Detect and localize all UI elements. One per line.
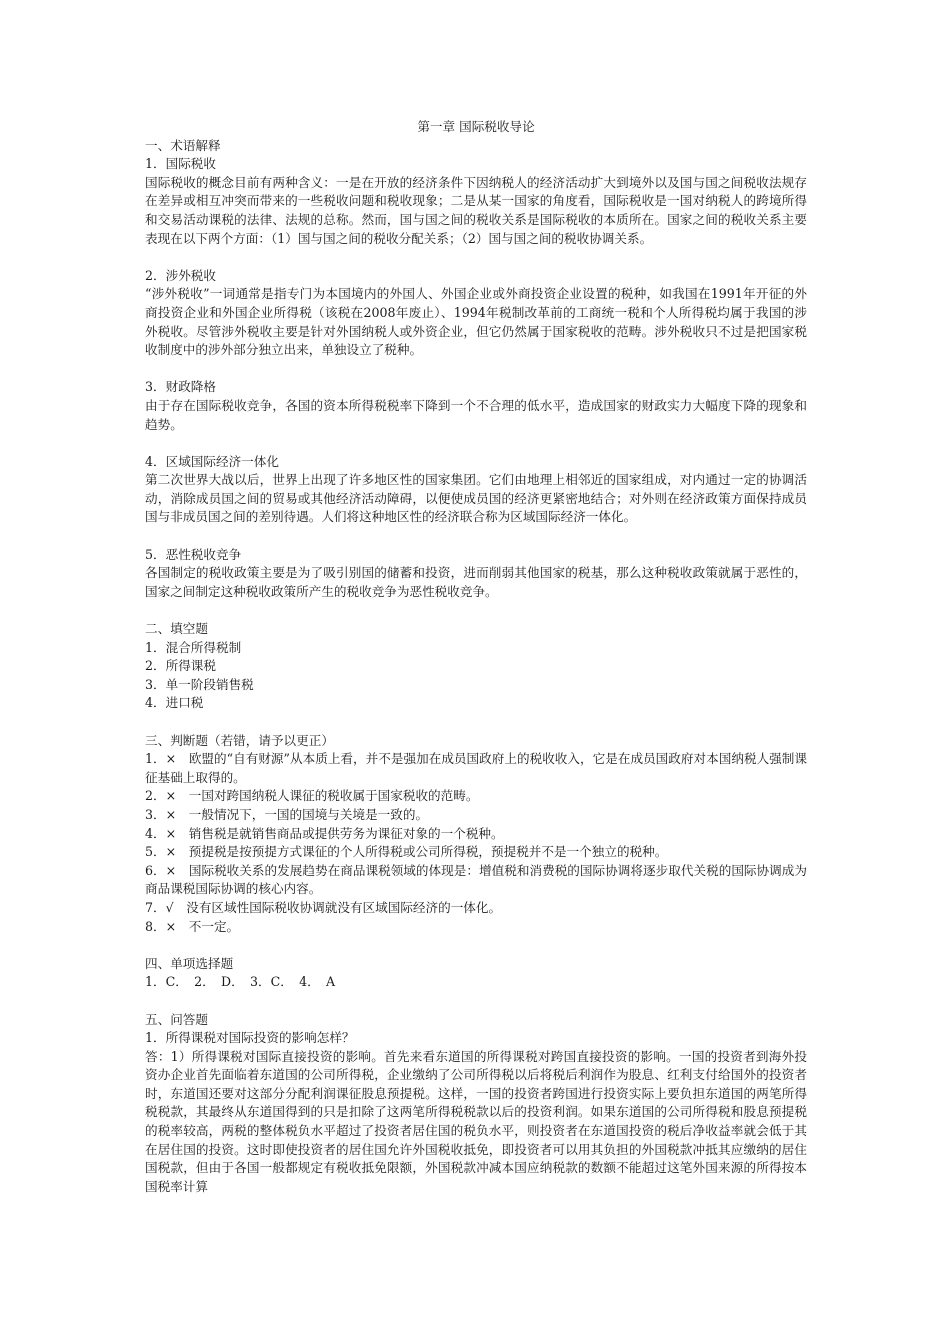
fill-answer-2: 2．所得课税	[145, 658, 216, 674]
section-3-heading: 三、判断题（若错，请予以更正）	[145, 732, 334, 748]
spacer	[145, 992, 807, 1011]
judge-answer-2: 2．× 一国对跨国纳税人课征的税收属于国家税收的范畴。	[145, 788, 479, 804]
term-2-text: “涉外税收”一词通常是指专门为本国境内的外国人、外国企业或外商投资企业设置的税种，如我国在1991年开征的外商投资企业和外国企业所得税（该税在2008年废止）、1994年税制改革前的工商统一税和个人所得税均属于我国的涉外税收。尽管涉外税收主要是针对外国纳税人或外资企业，但它仍然属于国家税收的范畴。涉外税收只不过是把国家税收制度中的涉外部分独立出来，单独设立了税种。	[145, 286, 807, 358]
judge-answer-1: 1．× 欧盟的“自有财源”从本质上看，并不是强加在成员国政府上的税收收入，它是在成员国政府对本国纳税人强制课征基础上取得的。	[145, 751, 807, 785]
fill-answer-1: 1．混合所得税制	[145, 639, 242, 655]
term-5-heading: 5．恶性税收竞争	[145, 546, 242, 562]
spacer	[145, 601, 807, 620]
spacer	[145, 527, 807, 546]
choice-answers: 1．C． 2． D． 3．C． 4． A	[145, 974, 336, 990]
spacer	[145, 713, 807, 732]
section-5-heading: 五、问答题	[145, 1011, 208, 1027]
section-4-heading: 四、单项选择题	[145, 955, 234, 971]
spacer	[145, 360, 807, 379]
judge-answer-8: 8．× 不一定。	[145, 918, 240, 934]
judge-answer-7: 7．√ 没有区域性国际税收协调就没有区域国际经济的一体化。	[145, 899, 502, 915]
term-3-text: 由于存在国际税收竞争，各国的资本所得税税率下降到一个不合理的低水平，造成国家的财政实力大幅度下降的现象和趋势。	[145, 397, 807, 432]
judge-answer-5: 5．× 预提税是按预提方式课征的个人所得税或公司所得税，预提税并不是一个独立的税种。	[145, 844, 668, 860]
term-4-text: 第二次世界大战以后，世界上出现了许多地区性的国家集团。它们由地理上相邻近的国家组成，对内通过一定的协调活动，消除成员国之间的贸易或其他经济活动障碍，以便使成员国的经济更紧密地结合；对外则在经济政策方面保持成员国与非成员国之间的差别待遇。人们将这种地区性的经济联合称为区域国际经济一体化。	[145, 472, 807, 525]
section-1-heading: 一、术语解释	[145, 137, 221, 153]
spacer	[145, 248, 807, 267]
spacer	[145, 434, 807, 453]
term-1-text: 国际税收的概念目前有两种含义：一是在开放的经济条件下因纳税人的经济活动扩大到境外以及国与国之间税收法规存在差异或相互冲突而带来的一些税收问题和税收现象；二是从某一国家的角度看，国际税收是一国对纳税人的跨境所得和交易活动课税的法律、法规的总称。然而，国与国之间的税收关系是国际税收的本质所在。国家之间的税收关系主要表现在以下两个方面：（1）国与国之间的税收分配关系；（2）国与国之间的税收协调关系。	[145, 174, 807, 246]
term-4-heading: 4．区域国际经济一体化	[145, 453, 279, 469]
judge-answer-4: 4．× 销售税是就销售商品或提供劳务为课征对象的一个税种。	[145, 825, 504, 841]
document-page	[145, 118, 807, 1196]
judge-answer-6: 6．× 国际税收关系的发展趋势在商品课税领域的体现是：增值税和消费税的国际协调将逐步取代关税的国际协调成为商品课税国际协调的核心内容。	[145, 862, 807, 897]
term-3-heading: 3．财政降格	[145, 379, 216, 395]
term-2-heading: 2．涉外税收	[145, 267, 216, 283]
spacer	[145, 936, 807, 955]
section-2-heading: 二、填空题	[145, 621, 208, 637]
term-1-heading: 1．国际税收	[145, 156, 216, 172]
chapter-title: 第一章 国际税收导论	[417, 119, 535, 134]
question-1: 1．所得课税对国际投资的影响怎样？	[145, 1030, 355, 1046]
term-5-text: 各国制定的税收政策主要是为了吸引别国的储蓄和投资，进而削弱其他国家的税基，那么这种税收政策就属于恶性的，国家之间制定这种税收政策所产生的税收竞争为恶性税收竞争。	[145, 565, 807, 599]
fill-answer-4: 4．进口税	[145, 695, 204, 711]
judge-answer-3: 3．× 一般情况下，一国的国境与关境是一致的。	[145, 806, 429, 822]
fill-answer-3: 3．单一阶段销售税	[145, 676, 254, 692]
answer-1-text: 答：1）所得课税对国际直接投资的影响。首先来看东道国的所得课税对跨国直接投资的影响。一国的投资者到海外投资办企业首先面临着东道国的公司所得税，企业缴纳了公司所得税以后将税后利润作为股息、红利支付给国外的投资者时，东道国还要对这部分分配利润课征股息预提税。这样，一国的投资者跨国进行投资实际上要负担东道国的两笔所得税税款，其最终从东道国得到的只是扣除了这两笔所得税税款以后的投资利润。如果东道国的公司所得税和股息预提税的税率较高，两税的整体税负水平超过了投资者居住国的税负水平，则投资者在东道国投资的税后净收益率就会低于其在居住国的投资。这时即使投资者的居住国允许外国税收抵免，即投资者可以用其负担的外国税款冲抵其应缴纳的居住国税款，但由于各国一般都规定有税收抵免限额，外国税款冲减本国应纳税款的数额不能超过这笔外国来源的所得按本国税率计算	[145, 1048, 807, 1194]
